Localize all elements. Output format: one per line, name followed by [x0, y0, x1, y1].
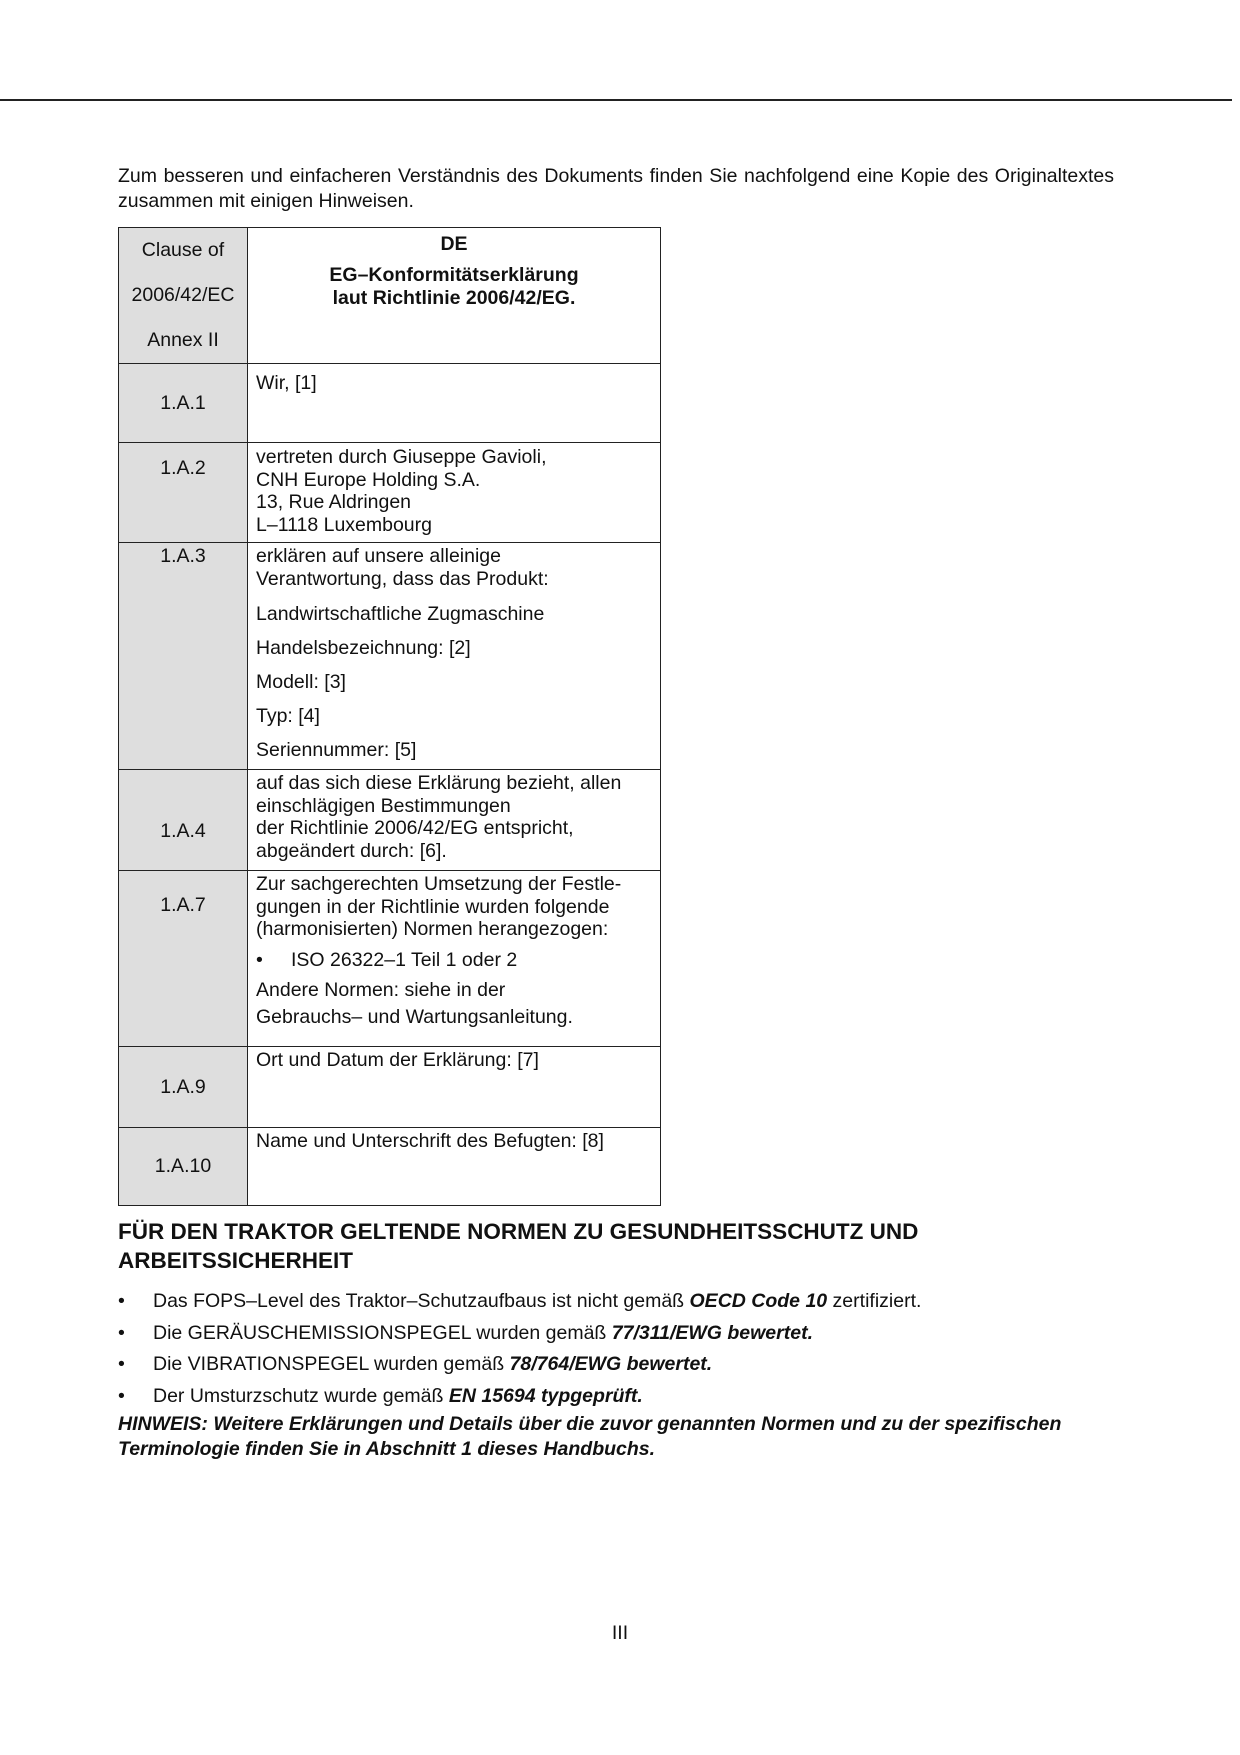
text-cell [248, 735, 661, 770]
declaration-title-line: EG–Konformitätserklärung [329, 264, 579, 286]
text-cell [248, 633, 661, 667]
bullet-icon: • [118, 1321, 125, 1344]
table-row [119, 1128, 661, 1206]
note-paragraph [118, 1412, 1118, 1461]
text-line: gungen in der Richtlinie wurden folgende [256, 895, 610, 918]
list-item-text: Der Umsturzschutz wurde gemäß EN 15694 typgeprüft. [153, 1384, 643, 1407]
table-row [119, 667, 661, 701]
note-line: Terminologie finden Sie in Abschnitt 1 dieses Handbuchs. [118, 1437, 656, 1460]
text-line: Handelsbezeichnung: [2] [256, 637, 471, 659]
bullet-icon: • [118, 1353, 125, 1376]
text-cell [248, 364, 661, 443]
text-cell [248, 667, 661, 701]
clause-cell: 1.A.2 [119, 443, 248, 543]
list-item [118, 1286, 1118, 1318]
page-number: III [611, 1622, 629, 1644]
declaration-title [248, 264, 660, 310]
table-row [119, 1047, 661, 1128]
text-line: Modell: [3] [256, 671, 346, 693]
clause-cell: 1.A.1 [119, 364, 248, 443]
intro-paragraph: Zum besseren und einfacheren Verständnis des Dokuments finden Sie nachfolgend eine Kopie des Originaltextes zusammen mit einigen Hinweisen. [118, 165, 1114, 212]
clause-cell: 1.A.4 [119, 770, 248, 871]
clause-cell: 1.A.10 [119, 1128, 248, 1206]
clause-cell [119, 633, 248, 667]
text-line: L–1118 Luxembourg [256, 513, 432, 536]
section-heading-line: FÜR DEN TRAKTOR GELTENDE NORMEN ZU GESUNDHEITSSCHUTZ UND [118, 1219, 919, 1244]
table-row [119, 770, 661, 871]
text-line: vertreten durch Giuseppe Gavioli, [256, 446, 547, 468]
text-line: Name und Unterschrift des Befugten: [8] [256, 1130, 604, 1152]
section-heading-line: ARBEITSSICHERHEIT [118, 1248, 354, 1273]
text-line: (harmonisierten) Normen herangezogen: [256, 918, 609, 940]
clause-cell [119, 667, 248, 701]
table-row [119, 735, 661, 770]
list-item-text: Die VIBRATIONSPEGEL wurden gemäß 78/764/EWG bewertet. [153, 1353, 713, 1376]
clause-label: 1.A.3 [160, 545, 206, 567]
list-item [118, 1318, 1118, 1350]
text-line: Verantwortung, dass das Produkt: [256, 567, 549, 590]
norms-list [118, 1286, 1118, 1412]
text-line: 13, Rue Aldringen [256, 491, 412, 513]
text-cell [248, 443, 661, 543]
clause-cell: 1.A.9 [119, 1047, 248, 1128]
text-line: Zur sachgerechten Umsetzung der Festle- [256, 873, 622, 895]
norm-text: ISO 26322–1 Teil 1 oder 2 [291, 948, 518, 971]
bullet-icon: • [256, 948, 263, 971]
list-item-text: Die GERÄUSCHEMISSIONSPEGEL wurden gemäß 77/311/EWG bewertet. [153, 1321, 813, 1344]
language-code: DE [440, 233, 468, 255]
table-row [119, 701, 661, 735]
clause-cell [119, 871, 248, 1047]
list-item-text: Das FOPS–Level des Traktor–Schutzaufbaus ist nicht gemäß OECD Code 10 zertifiziert. [153, 1290, 922, 1313]
language-header [248, 228, 661, 364]
table-row [119, 599, 661, 633]
clause-cell [119, 735, 248, 770]
text-cell [248, 770, 661, 871]
table-header-row [119, 228, 661, 364]
text-line: Seriennummer: [5] [256, 739, 417, 761]
table-row [119, 543, 661, 600]
text-cell [248, 1047, 661, 1128]
text-line: Wir, [1] [256, 372, 317, 394]
norm-list-item [256, 949, 652, 972]
text-line: einschlägigen Bestimmungen [256, 794, 511, 817]
text-line: Typ: [4] [256, 705, 320, 727]
text-cell [248, 1128, 661, 1206]
table-row [119, 443, 661, 543]
list-item [118, 1349, 1118, 1381]
text-cell [248, 871, 661, 1047]
text-cell [248, 543, 661, 600]
text-cell [248, 599, 661, 633]
clause-cell [119, 599, 248, 633]
text-line: Gebrauchs– und Wartungsanleitung. [256, 1006, 573, 1028]
clause-label: 1.A.7 [160, 894, 206, 916]
text-line: CNH Europe Holding S.A. [256, 468, 481, 491]
clause-cell [119, 543, 248, 600]
text-line: Andere Normen: siehe in der [256, 979, 506, 1001]
clause-header-line: 2006/42/EC [131, 284, 235, 306]
text-cell [248, 701, 661, 735]
list-item [118, 1381, 1118, 1413]
clause-header-line: Annex II [147, 329, 219, 351]
text-line: Landwirtschaftliche Zugmaschine [256, 603, 545, 625]
text-line: erklären auf unsere alleinige [256, 545, 501, 567]
clause-header-line: Clause of [141, 239, 225, 261]
header-rule [0, 99, 1232, 101]
declaration-title-line: laut Richtlinie 2006/42/EG. [332, 287, 576, 309]
table-row [119, 633, 661, 667]
text-line: auf das sich diese Erklärung bezieht, allen [256, 772, 622, 794]
text-line: abgeändert durch: [6]. [256, 839, 447, 862]
table-row [119, 871, 661, 1047]
bullet-icon: • [118, 1384, 125, 1407]
bullet-icon: • [118, 1290, 125, 1313]
declaration-table [118, 227, 661, 1206]
text-line: der Richtlinie 2006/42/EG entspricht, [256, 817, 574, 839]
table-row [119, 364, 661, 443]
note-line: HINWEIS: Weitere Erklärungen und Details über die zuvor genannten Normen und zu der spezifischen [118, 1413, 1062, 1435]
clause-header [119, 228, 248, 364]
clause-cell [119, 701, 248, 735]
text-line: Ort und Datum der Erklärung: [7] [256, 1049, 539, 1071]
section-heading [118, 1217, 1098, 1275]
